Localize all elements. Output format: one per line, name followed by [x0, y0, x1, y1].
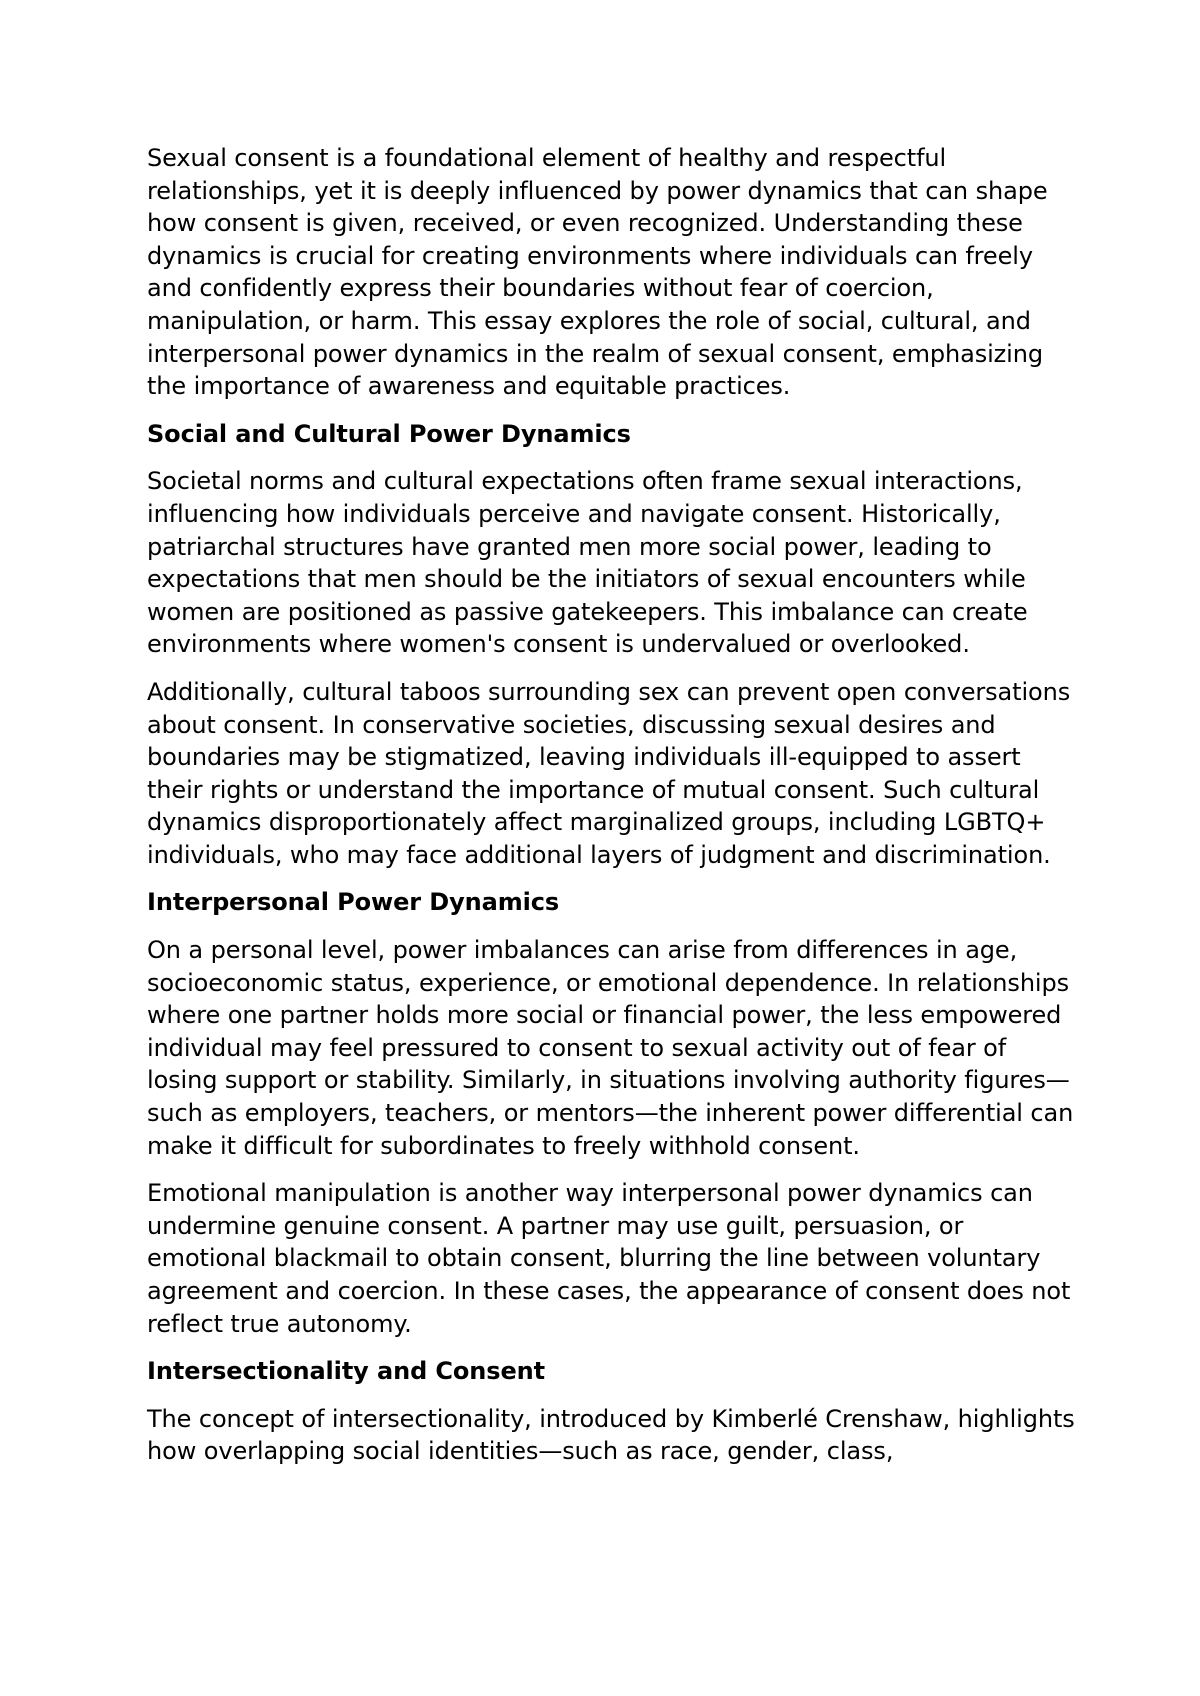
- social-cultural-paragraph-1: Societal norms and cultural expectations often frame sexual interactions, influencing how individuals perceive and navigate consent. Historically, patriarchal structures have granted men more social power, leading to expectations that men should be the initiators of sexual encounters while women are positioned as passive gatekeepers. This imbalance can create environments where women's consent is undervalued or overlooked.: [147, 467, 1028, 659]
- section-heading-interpersonal: Interpersonal Power Dynamics: [147, 888, 560, 917]
- interpersonal-paragraph-2: Emotional manipulation is another way interpersonal power dynamics can undermine genuine consent. A partner may use guilt, persuasion, or emotional blackmail to obtain consent, blurring the line between voluntary agreement and coercion. In these cases, the appearance of consent does not reflect true autonomy.: [147, 1179, 1071, 1338]
- social-cultural-paragraph-2: Additionally, cultural taboos surrounding sex can prevent open conversations about consent. In conservative societies, discussing sexual desires and boundaries may be stigmatized, leaving individuals ill-equipped to assert their rights or understand the importance of mutual consent. Such cultural dynamics disproportionately affect marginalized groups, including LGBTQ+ individuals, who may face additional layers of judgment and discrimination.: [147, 677, 1071, 869]
- section-heading-intersectionality: Intersectionality and Consent: [147, 1357, 546, 1386]
- intro-paragraph: Sexual consent is a foundational element of healthy and respectful relationships, yet it is deeply influenced by power dynamics that can shape how consent is given, received, or even recognized. Understanding these dynamics is crucial for creating environments where individuals can freely and confidently express their boundaries without fear of coercion, manipulation, or harm. This essay explores the role of social, cultural, and interpersonal power dynamics in the realm of sexual consent, emphasizing the importance of awareness and equitable practices.: [147, 144, 1048, 401]
- document-page: [147, 142, 1077, 1483]
- intersectionality-paragraph-1: The concept of intersectionality, introduced by Kimberlé Crenshaw, highlights how overlapping social identities—such as race, gender, class,: [147, 1404, 1075, 1466]
- interpersonal-paragraph-1: On a personal level, power imbalances can arise from differences in age, socioeconomic status, experience, or emotional dependence. In relationships where one partner holds more social or financial power, the less empowered individual may feel pressured to consent to sexual activity out of fear of losing support or stability. Similarly, in situations involving authority figures—such as employers, teachers, or mentors—the inherent power differential can make it difficult for subordinates to freely withhold consent.: [147, 936, 1074, 1160]
- section-heading-social-cultural: Social and Cultural Power Dynamics: [147, 419, 631, 448]
